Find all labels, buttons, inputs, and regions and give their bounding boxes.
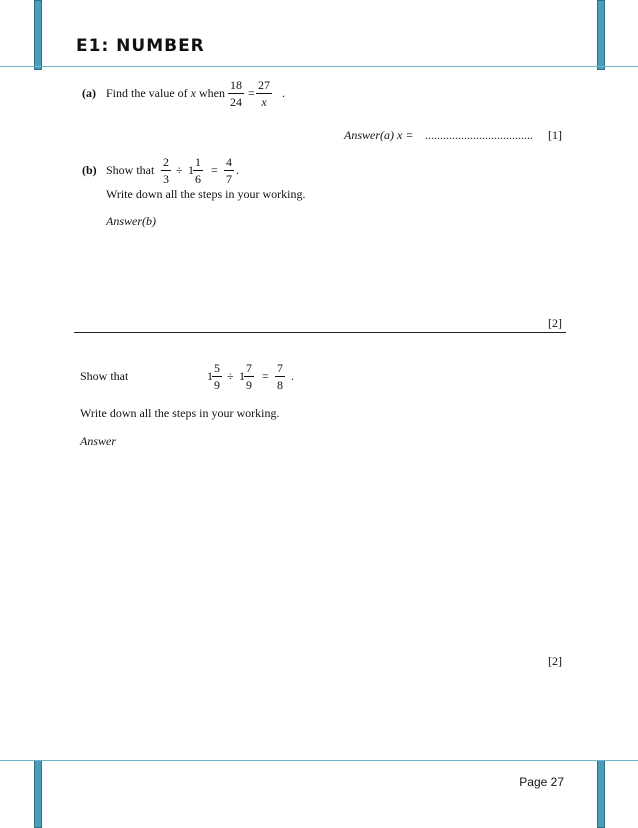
q2-equals: = [262,369,269,383]
q2-fraction-2: 7 9 [246,361,252,392]
q2-fraction-3: 7 8 [277,361,283,392]
part-b-period: . [236,163,239,177]
bottom-left-border-bar [34,760,42,828]
q2-whole-1: 1 [207,369,213,383]
chapter-title: E1: NUMBER [76,36,205,56]
part-a-label: (a) [82,86,96,100]
part-b-answer-label: Answer(b) [106,214,156,228]
q2-prompt: Show that [80,369,129,383]
q2-marks: [2] [548,654,562,668]
part-b-instruction: Write down all the steps in your working. [106,187,306,201]
q2-period: . [291,369,294,383]
part-a-fraction-2: 27 x [258,78,270,109]
q2-whole-2: 1 [239,369,245,383]
q2-answer-label: Answer [80,434,116,448]
part-b-label: (b) [82,163,97,177]
part-a-fraction-1: 18 24 [230,78,242,109]
page-number: Page 27 [519,775,564,789]
part-a-answer-label: Answer(a) x = [344,128,414,142]
q2-instruction: Write down all the steps in your working. [80,406,280,420]
header-rule [0,66,638,67]
part-a-answer-line: .................................... [425,128,533,142]
part-b-fraction-3: 4 7 [226,155,232,186]
part-b-marks: [2] [548,316,562,330]
q2-fraction-1: 5 9 [214,361,220,392]
part-a-marks: [1] [548,128,562,142]
part-b-divide: ÷ [176,163,183,177]
top-left-border-bar [34,0,42,70]
part-b-whole: 1 [188,163,194,177]
bottom-right-border-bar [597,760,605,828]
section-divider [74,332,566,333]
part-b-equals: = [211,163,218,177]
q2-divide: ÷ [227,369,234,383]
part-b-prompt: Show that [106,163,155,177]
part-a-equals: = [248,86,255,100]
top-right-border-bar [597,0,605,70]
part-b-fraction-2: 1 6 [195,155,201,186]
part-a-prompt: Find the value of x when [106,86,225,100]
part-a-period: . [282,86,285,100]
part-b-fraction-1: 2 3 [163,155,169,186]
footer-rule [0,760,638,761]
